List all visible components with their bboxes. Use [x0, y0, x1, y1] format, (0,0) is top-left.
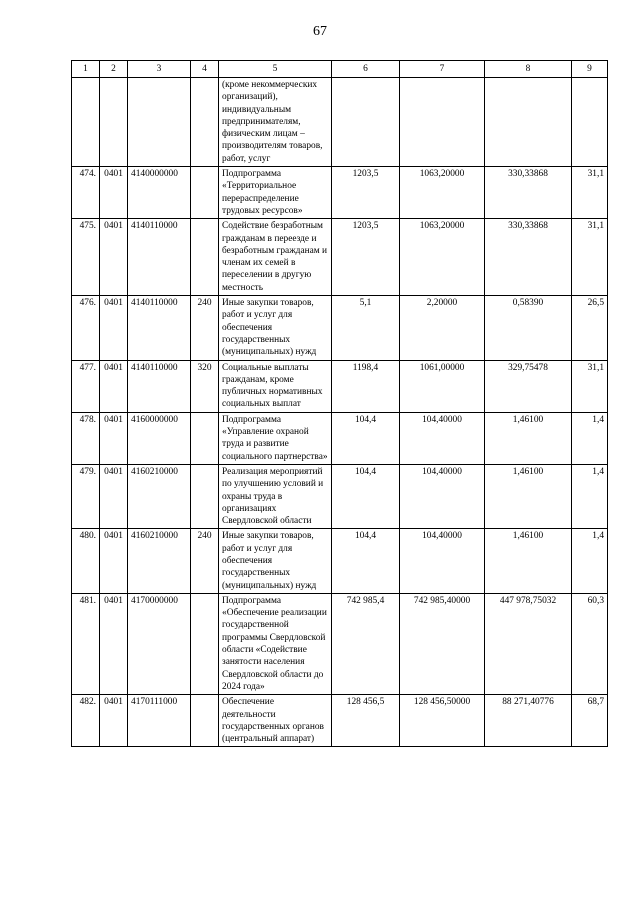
- section-code: 0401: [100, 695, 128, 747]
- value-col7: 2,20000: [400, 296, 485, 360]
- table-row: [72, 593, 608, 694]
- value-col6: 5,1: [332, 296, 400, 360]
- value-col8: [485, 78, 572, 167]
- item-name: Подпрограмма «Управление охраной труда и развитие социального партнерства»: [219, 412, 332, 464]
- header-cell: 5: [219, 61, 332, 78]
- value-col6: 128 456,5: [332, 695, 400, 747]
- section-code: 0401: [100, 529, 128, 593]
- section-code: 0401: [100, 593, 128, 694]
- value-col9: 31,1: [572, 219, 608, 296]
- expense-type: [191, 219, 219, 296]
- table-row: [72, 464, 608, 528]
- value-col6: 1203,5: [332, 219, 400, 296]
- target-code: 4170111000: [128, 695, 191, 747]
- value-col9: 68,7: [572, 695, 608, 747]
- header-row: [72, 61, 608, 78]
- section-code: [100, 78, 128, 167]
- value-col8: 0,58390: [485, 296, 572, 360]
- row-number: 481.: [72, 593, 100, 694]
- target-code: 4170000000: [128, 593, 191, 694]
- section-code: 0401: [100, 360, 128, 412]
- section-code: 0401: [100, 464, 128, 528]
- target-code: 4140110000: [128, 219, 191, 296]
- table-row: [72, 695, 608, 747]
- target-code: 4140110000: [128, 296, 191, 360]
- item-name: Содействие безработным гражданам в переезде и безработным гражданам и членам их семей в переселении в другую местность: [219, 219, 332, 296]
- table-row: [72, 412, 608, 464]
- value-col8: 330,33868: [485, 219, 572, 296]
- expense-type: 240: [191, 529, 219, 593]
- expense-type: 320: [191, 360, 219, 412]
- target-code: 4160210000: [128, 529, 191, 593]
- section-code: 0401: [100, 296, 128, 360]
- row-number: 474.: [72, 167, 100, 219]
- expense-type: [191, 412, 219, 464]
- value-col9: 26,5: [572, 296, 608, 360]
- value-col6: 104,4: [332, 412, 400, 464]
- target-code: 4160210000: [128, 464, 191, 528]
- table-row: [72, 296, 608, 360]
- item-name: (кроме некоммерческих организаций), индивидуальным предпринимателям, физическим лицам – производителям товаров, работ, услуг: [219, 78, 332, 167]
- value-col7: 104,40000: [400, 464, 485, 528]
- target-code: 4140110000: [128, 360, 191, 412]
- value-col7: 742 985,40000: [400, 593, 485, 694]
- value-col8: 1,46100: [485, 529, 572, 593]
- value-col6: 104,4: [332, 529, 400, 593]
- header-cell: 9: [572, 61, 608, 78]
- value-col7: 1063,20000: [400, 219, 485, 296]
- header-cell: 6: [332, 61, 400, 78]
- value-col9: 1,4: [572, 412, 608, 464]
- header-cell: 4: [191, 61, 219, 78]
- row-number: 476.: [72, 296, 100, 360]
- table-row: [72, 219, 608, 296]
- target-code: [128, 78, 191, 167]
- value-col8: 330,33868: [485, 167, 572, 219]
- value-col9: 31,1: [572, 360, 608, 412]
- row-number: [72, 78, 100, 167]
- budget-table: [71, 60, 608, 747]
- item-name: Реализация мероприятий по улучшению условий и охраны труда в организациях Свердловской области: [219, 464, 332, 528]
- row-number: 482.: [72, 695, 100, 747]
- value-col7: 1061,00000: [400, 360, 485, 412]
- table-row: [72, 360, 608, 412]
- value-col8: 1,46100: [485, 412, 572, 464]
- header-cell: 7: [400, 61, 485, 78]
- item-name: Иные закупки товаров, работ и услуг для обеспечения государственных (муниципальных) нужд: [219, 529, 332, 593]
- table-row: [72, 78, 608, 167]
- value-col9: 1,4: [572, 529, 608, 593]
- row-number: 479.: [72, 464, 100, 528]
- value-col7: 104,40000: [400, 529, 485, 593]
- value-col6: 742 985,4: [332, 593, 400, 694]
- item-name: Подпрограмма «Территориальное перераспределение трудовых ресурсов»: [219, 167, 332, 219]
- expense-type: 240: [191, 296, 219, 360]
- target-code: 4160000000: [128, 412, 191, 464]
- value-col6: 1198,4: [332, 360, 400, 412]
- value-col6: 1203,5: [332, 167, 400, 219]
- value-col8: 447 978,75032: [485, 593, 572, 694]
- row-number: 478.: [72, 412, 100, 464]
- value-col7: [400, 78, 485, 167]
- expense-type: [191, 593, 219, 694]
- section-code: 0401: [100, 412, 128, 464]
- value-col8: 329,75478: [485, 360, 572, 412]
- row-number: 477.: [72, 360, 100, 412]
- page-number: 67: [313, 24, 327, 39]
- header-cell: 2: [100, 61, 128, 78]
- table-row: [72, 529, 608, 593]
- target-code: 4140000000: [128, 167, 191, 219]
- value-col6: 104,4: [332, 464, 400, 528]
- value-col8: 1,46100: [485, 464, 572, 528]
- expense-type: [191, 695, 219, 747]
- value-col9: [572, 78, 608, 167]
- value-col9: 31,1: [572, 167, 608, 219]
- item-name: Обеспечение деятельности государственных органов (центральный аппарат): [219, 695, 332, 747]
- expense-type: [191, 464, 219, 528]
- item-name: Иные закупки товаров, работ и услуг для обеспечения государственных (муниципальных) нужд: [219, 296, 332, 360]
- section-code: 0401: [100, 219, 128, 296]
- header-cell: 3: [128, 61, 191, 78]
- value-col7: 1063,20000: [400, 167, 485, 219]
- item-name: Социальные выплаты гражданам, кроме публичных нормативных социальных выплат: [219, 360, 332, 412]
- table-row: [72, 167, 608, 219]
- section-code: 0401: [100, 167, 128, 219]
- value-col7: 104,40000: [400, 412, 485, 464]
- expense-type: [191, 167, 219, 219]
- row-number: 480.: [72, 529, 100, 593]
- header-cell: 8: [485, 61, 572, 78]
- value-col7: 128 456,50000: [400, 695, 485, 747]
- value-col9: 1,4: [572, 464, 608, 528]
- value-col9: 60,3: [572, 593, 608, 694]
- value-col8: 88 271,40776: [485, 695, 572, 747]
- header-cell: 1: [72, 61, 100, 78]
- row-number: 475.: [72, 219, 100, 296]
- expense-type: [191, 78, 219, 167]
- value-col6: [332, 78, 400, 167]
- item-name: Подпрограмма «Обеспечение реализации государственной программы Свердловской области «Содействие занятости населения Свердловской области до 2024 года»: [219, 593, 332, 694]
